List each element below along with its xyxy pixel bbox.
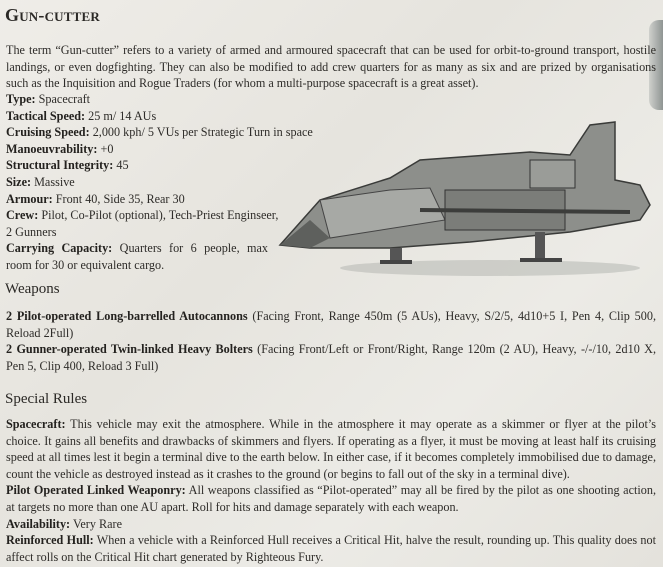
stat-carrying-capacity: Carrying Capacity: Quarters for 6 people, max room for 30 or equivalent cargo.: [6, 241, 269, 272]
gun-cutter-illustration: [270, 120, 655, 280]
rule-reinforced-hull: Reinforced Hull: When a vehicle with a Reinforced Hull receives a Critical Hit, halve the result, rounding up. This quality does not affect rolls on the Critical Hit chart generated by Righteous Fury.: [6, 533, 656, 564]
stat-tactical-speed: Tactical Speed: 25 m/ 14 AUs: [6, 108, 157, 123]
stat-type: Type: Spacecraft: [6, 92, 91, 106]
weapons-heading: Weapons: [5, 281, 60, 297]
special-rules-heading: Special Rules: [5, 391, 88, 407]
special-rules-list: [6, 416, 656, 565]
stat-cruising-speed: Cruising Speed: 2,000 kph/ 5 VUs per Strategic Turn in space: [6, 125, 313, 140]
stat-manoeuvrability: Manoeuvrability: +0: [6, 141, 114, 156]
stat-block: [6, 91, 313, 274]
intro-paragraph: The term “Gun-cutter” refers to a variety of armed and armoured spacecraft that can be used for orbit-to-ground transport, hostile landings, or even dogfighting. They can also be modified to add crew quarters for as many as six and are prized by organisations such as the Inquisition and Rogue Traders (for whom a multi-purpose spacecraft is a great asset).: [6, 43, 656, 91]
rule-pilot-operated-linked-weaponry: Pilot Operated Linked Weaponry: All weapons classified as “Pilot-operated” may all be fired by the pilot as one shooting action, at targets no more than one AU apart. Roll for hits and damage separately with each weapon.: [6, 483, 656, 514]
rule-spacecraft: Spacecraft: This vehicle may exit the atmosphere. While in the atmosphere it may operate as a skimmer or flyer at the pilot’s choice. It gains all benefits and drawbacks of skimmers and flyers. If operating as a flyer, it must be moving at least half its cruising speed at all times lest it begin a terminal dive to the earth below. In either case, if it becomes completely immobilised due to damage, count the vehicle as destroyed instead as it crashes to the ground (or begins to fall out of the sky in a terminal dive).: [6, 417, 657, 481]
stat-size: Size: Massive: [6, 174, 75, 189]
stat-crew: Crew: Pilot, Co-Pilot (optional), Tech-Priest Enginseer, 2 Gunners: [6, 208, 279, 239]
page-title: Gun-cutter: [5, 5, 100, 25]
stat-structural-integrity: Structural Integrity: 45: [6, 158, 129, 173]
weapon-autocannons: 2 Pilot-operated Long-barrelled Autocannons (Facing Front, Range 450m (5 AUs), Heavy, S/2/5, 4d10+5 I, Pen 4, Clip 500, Reload 2Full): [6, 309, 657, 340]
stat-armour: Armour: Front 40, Side 35, Rear 30: [6, 191, 185, 206]
weapon-heavy-bolters: 2 Gunner-operated Twin-linked Heavy Bolters (Facing Front/Left or Front/Right, Range 120m (2 AU), Heavy, -/-/10, 2d10 X, Pen 5, Clip 400, Reload 3 Full): [6, 342, 657, 373]
weapons-list: [6, 308, 656, 374]
rule-availability: Availability: Very Rare: [6, 516, 123, 531]
